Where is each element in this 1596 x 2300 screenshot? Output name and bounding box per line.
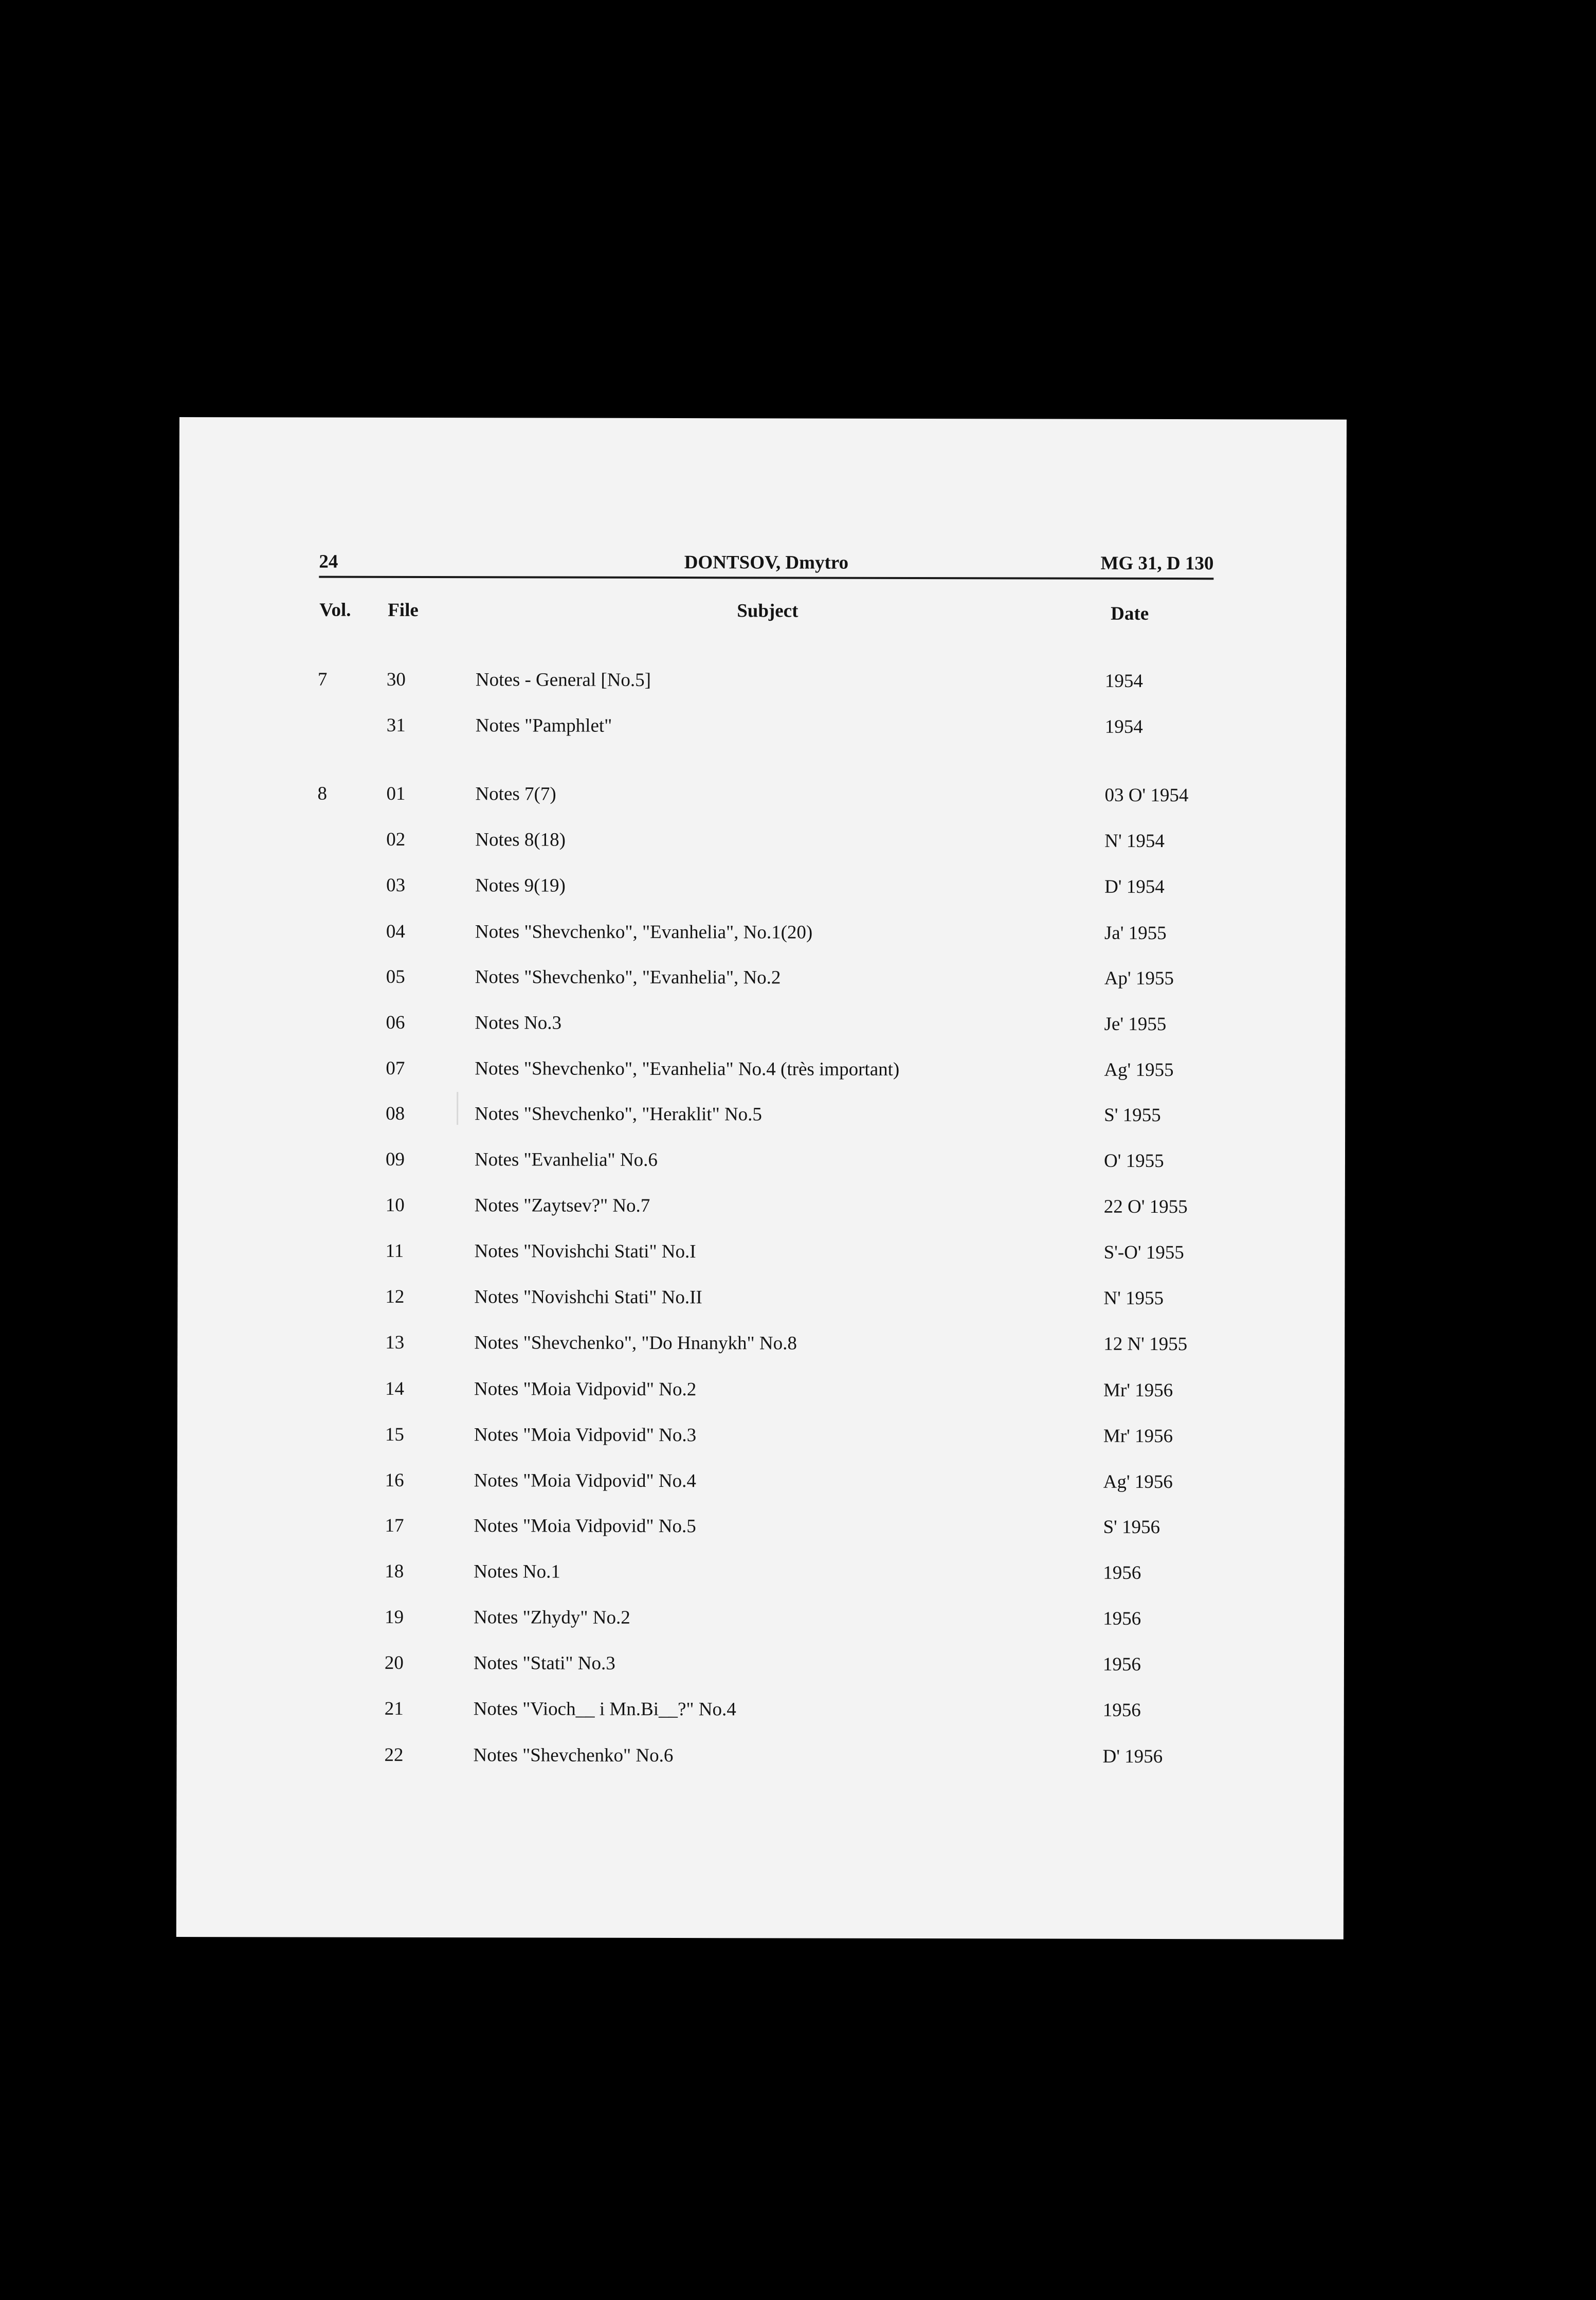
table-row: [178, 782, 1346, 811]
date-cell: Ag' 1956: [1103, 1471, 1173, 1493]
file-cell: 16: [385, 1469, 404, 1491]
subject-cell: Notes "Zhydy" No.2: [474, 1607, 630, 1628]
file-cell: 10: [385, 1194, 405, 1216]
date-cell: O' 1955: [1103, 1150, 1164, 1172]
table-row: [177, 1423, 1345, 1451]
table-row: [178, 828, 1346, 856]
table-row: [178, 1239, 1345, 1268]
table-row: [177, 1285, 1345, 1314]
column-header-date: Date: [1111, 603, 1149, 624]
table-row: [178, 1194, 1345, 1222]
file-cell: 20: [384, 1652, 404, 1674]
file-cell: 19: [385, 1606, 404, 1628]
table-row: [177, 1697, 1344, 1726]
file-cell: 05: [386, 966, 405, 987]
table-row: [177, 1560, 1344, 1588]
date-cell: D' 1956: [1102, 1746, 1163, 1768]
file-cell: 07: [386, 1057, 405, 1079]
file-cell: 31: [386, 714, 406, 736]
date-cell: S' 1955: [1104, 1104, 1161, 1126]
file-cell: 21: [384, 1698, 404, 1719]
column-header-subject: Subject: [737, 600, 799, 622]
subject-cell: Notes "Stati" No.3: [473, 1652, 615, 1674]
subject-cell: Notes "Moia Vidpovid" No.5: [474, 1515, 696, 1537]
table-row: [178, 1102, 1345, 1130]
date-cell: Mr' 1956: [1103, 1379, 1173, 1401]
table-row: [179, 714, 1346, 742]
table-row: [178, 1057, 1345, 1085]
table-row: [178, 874, 1346, 902]
file-cell: 14: [385, 1378, 405, 1399]
date-cell: 22 O' 1955: [1103, 1196, 1188, 1218]
subject-cell: Notes "Shevchenko", "Heraklit" No.5: [475, 1103, 762, 1125]
table-row: [178, 1148, 1345, 1176]
subject-cell: Notes "Zaytsev?" No.7: [474, 1195, 650, 1216]
date-cell: 03 O' 1954: [1104, 784, 1189, 806]
table-row: [177, 1331, 1345, 1359]
table-row: [179, 668, 1346, 696]
date-cell: D' 1954: [1104, 876, 1165, 898]
table-row: [177, 1377, 1345, 1406]
subject-cell: Notes - General [No.5]: [475, 669, 651, 691]
table-row: [177, 1651, 1344, 1680]
subject-cell: Notes No.3: [475, 1012, 562, 1034]
file-cell: 15: [385, 1424, 404, 1445]
subject-cell: Notes "Novishchi Stati" No.II: [474, 1286, 702, 1308]
subject-cell: Notes "Shevchenko", "Evanhelia", No.2: [475, 966, 781, 989]
file-cell: 06: [386, 1012, 405, 1033]
file-cell: 22: [384, 1744, 404, 1766]
subject-cell: Notes "Evanhelia" No.6: [474, 1149, 658, 1171]
file-cell: 09: [385, 1148, 405, 1170]
date-cell: Mr' 1956: [1103, 1425, 1173, 1447]
file-cell: 01: [386, 783, 406, 804]
subject-cell: Notes 9(19): [475, 875, 566, 896]
file-cell: 11: [385, 1240, 404, 1262]
subject-cell: Notes "Moia Vidpovid" No.2: [474, 1378, 697, 1400]
subject-cell: Notes "Pamphlet": [475, 715, 612, 736]
date-cell: 1956: [1103, 1608, 1141, 1629]
subject-cell: Notes "Moia Vidpovid" No.3: [474, 1424, 697, 1446]
date-cell: S'-O' 1955: [1103, 1242, 1184, 1264]
file-cell: 03: [386, 874, 406, 896]
date-cell: Ap' 1955: [1104, 967, 1174, 990]
date-cell: S' 1956: [1103, 1516, 1160, 1538]
collection-reference: MG 31, D 130: [1100, 552, 1214, 574]
date-cell: 1954: [1104, 716, 1143, 738]
table-row: [178, 1011, 1345, 1039]
date-cell: 1954: [1104, 670, 1143, 692]
file-cell: 17: [385, 1515, 404, 1536]
file-cell: 12: [385, 1286, 405, 1307]
date-cell: Ja' 1955: [1104, 922, 1167, 944]
page-number: 24: [319, 551, 338, 572]
table-row: [177, 1469, 1345, 1497]
page-title: DONTSOV, Dmytro: [684, 552, 849, 573]
table-row: [178, 965, 1346, 994]
date-cell: 1956: [1102, 1699, 1141, 1721]
table-row: [178, 920, 1346, 948]
table-row: [176, 1744, 1344, 1772]
subject-cell: Notes "Novishchi Stati" No.I: [474, 1241, 696, 1263]
file-cell: 30: [386, 669, 406, 690]
date-cell: 1956: [1103, 1562, 1141, 1584]
subject-cell: Notes "Shevchenko", "Do Hnanykh" No.8: [474, 1332, 797, 1354]
table-row: [177, 1606, 1344, 1634]
vol-cell: 8: [317, 783, 328, 804]
subject-cell: Notes 8(18): [475, 829, 566, 851]
file-cell: 13: [385, 1332, 405, 1353]
subject-cell: Notes No.1: [474, 1561, 560, 1583]
date-cell: 12 N' 1955: [1103, 1333, 1188, 1355]
file-cell: 04: [386, 921, 405, 942]
date-cell: N' 1954: [1104, 830, 1165, 852]
page-header: [319, 550, 1213, 580]
table-row: [177, 1514, 1344, 1542]
subject-cell: Notes 7(7): [475, 783, 556, 805]
column-header-vol: Vol.: [319, 599, 351, 621]
date-cell: 1956: [1102, 1654, 1141, 1675]
subject-cell: Notes "Vioch__ i Mn.Bi__?" No.4: [473, 1698, 736, 1720]
date-cell: Je' 1955: [1104, 1013, 1167, 1035]
subject-cell: Notes "Moia Vidpovid" No.4: [474, 1470, 696, 1492]
file-cell: 02: [386, 829, 406, 850]
subject-cell: Notes "Shevchenko", "Evanhelia", No.1(20): [475, 921, 813, 943]
column-header-file: File: [388, 599, 419, 621]
date-cell: Ag' 1955: [1104, 1059, 1174, 1081]
file-cell: 18: [385, 1560, 404, 1582]
file-cell: 08: [386, 1103, 405, 1124]
subject-cell: Notes "Shevchenko" No.6: [473, 1745, 674, 1767]
subject-cell: Notes "Shevchenko", "Evanhelia" No.4 (très important): [475, 1058, 900, 1080]
date-cell: N' 1955: [1103, 1287, 1164, 1309]
vol-cell: 7: [317, 669, 328, 690]
document-page: [176, 417, 1347, 1939]
